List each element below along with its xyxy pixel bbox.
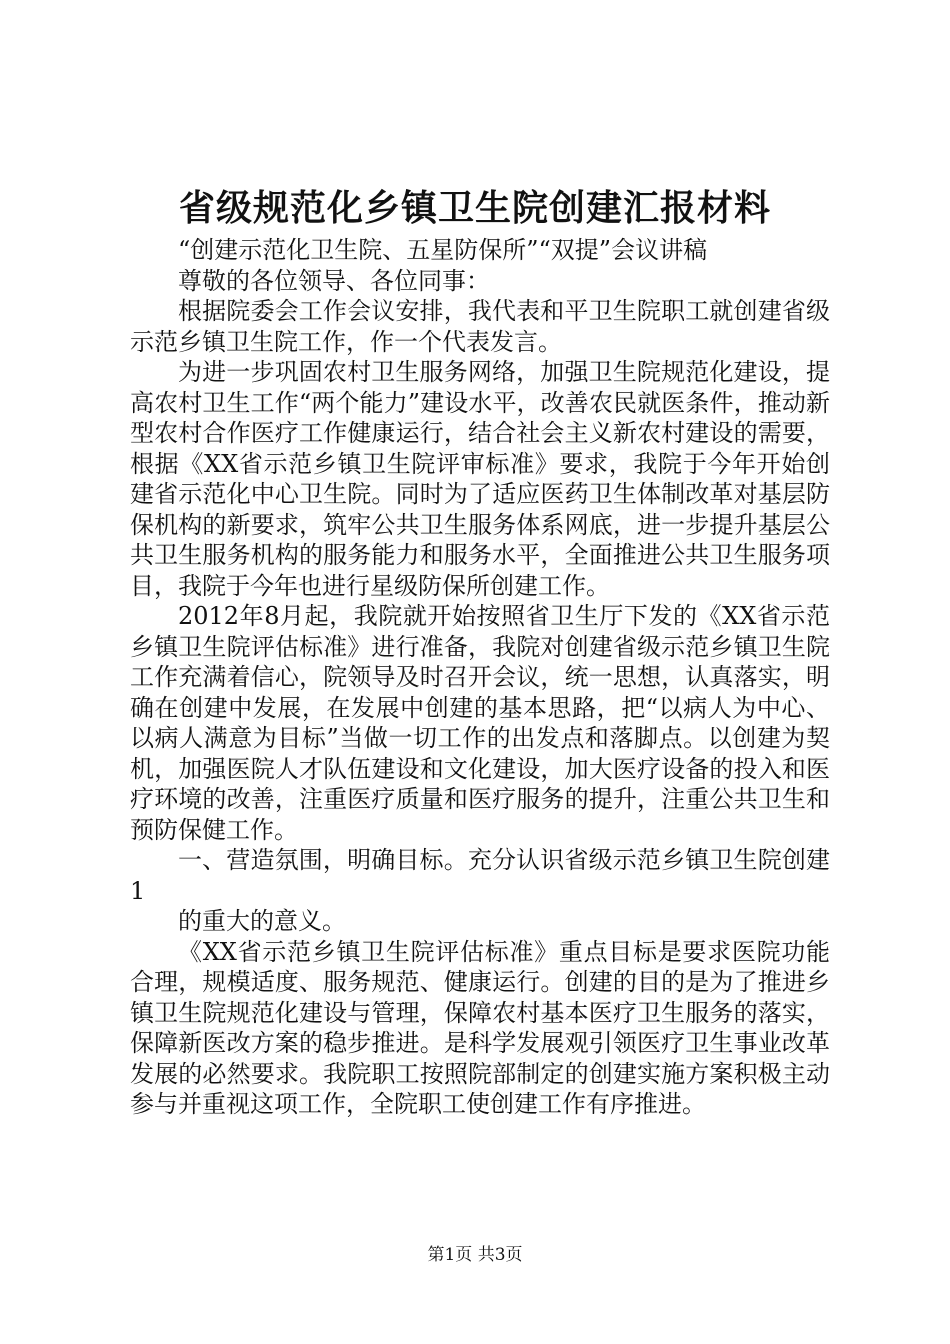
paragraph: 2012年8月起，我院就开始按照省卫生厅下发的《XX省示范乡镇卫生院评估标准》进行准备，我院对创建省级示范乡镇卫生院工作充满着信心，院领导及时召开会议，统一思想，认真落实，明确在创建中发展，在发展中创建的基本思路，把“以病人为中心、以病人满意为目标”当做一切工作的出发点和落脚点。以创建为契机，加强医院人才队伍建设和文化建设，加大医疗设备的投入和医疗环境的改善，注重医疗质量和医疗服务的提升，注重公共卫生和预防保健工作。 [130, 602, 830, 844]
paragraph: 《XX省示范乡镇卫生院评估标准》重点目标是要求医院功能合理，规模适度、服务规范、健康运行。创建的目的是为了推进乡镇卫生院规范化建设与管理，保障农村基本医疗卫生服务的落实，保障新医改方案的稳步推进。是科学发展观引领医疗卫生事业改革发展的必然要求。我院职工按照院部制定的创建实施方案积极主动参与并重视这项工作，全院职工使创建工作有序推进。 [130, 937, 830, 1118]
subtitle-line: “创建示范化卫生院、五星防保所”“双提”会议讲稿 [178, 236, 708, 264]
paragraph: 为进一步巩固农村卫生服务网络，加强卫生院规范化建设，提高农村卫生工作“两个能力”建设水平，改善农民就医条件，推动新型农村合作医疗工作健康运行，结合社会主义新农村建设的需要，根据《XX省示范乡镇卫生院评审标准》要求，我院于今年开始创建省示范化中心卫生院。同时为了适应医药卫生体制改革对基层防保机构的新要求，筑牢公共卫生服务体系网底，进一步提升基层公共卫生服务机构的服务能力和服务水平，全面推进公共卫生服务项目，我院于今年也进行星级防保所创建工作。 [130, 358, 830, 600]
page-number-footer: 第1页 共3页 [427, 1245, 523, 1265]
document-body [130, 235, 830, 1120]
salutation: 尊敬的各位领导、各位同事： [178, 266, 490, 295]
paragraph: 的重大的意义。 [178, 907, 346, 935]
document-title: 省级规范化乡镇卫生院创建汇报材料 [178, 187, 771, 229]
section-heading: 一、营造氛围，明确目标。充分认识省级示范乡镇卫生院创建1 [130, 846, 830, 905]
paragraph: 根据院委会工作会议安排，我代表和平卫生院职工就创建省级示范乡镇卫生院工作，作一个代表发言。 [130, 297, 830, 356]
